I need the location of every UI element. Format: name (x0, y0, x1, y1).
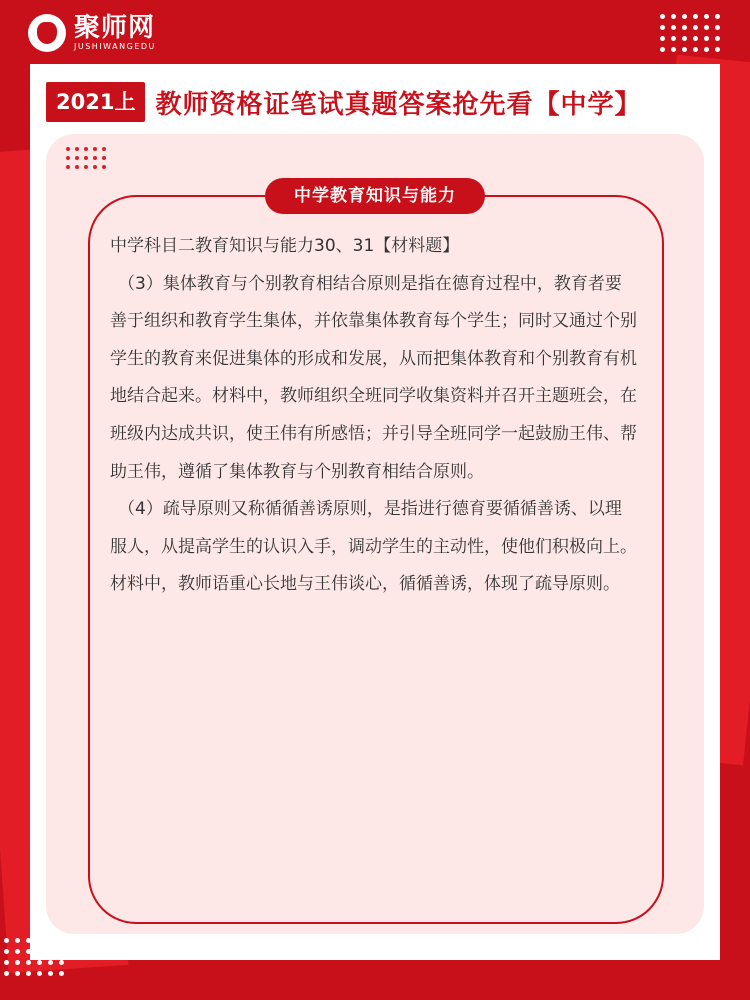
brand-logo (28, 14, 156, 52)
brand-name: 聚师网 (74, 13, 156, 43)
answer-paragraph-3: （3）集体教育与个别教育相结合原则是指在德育过程中，教育者要善于组织和教育学生集体，并依靠集体教育每个学生；同时又通过个别学生的教育来促进集体的形成和发展，从而把集体教育和个别教育有机地结合起来。材料中，教师组织全班同学收集资料并召开主题班会，在班级内达成共识，使王伟有所感悟；并引导全班同学一起鼓励王伟、帮助王伟，遵循了集体教育与个别教育相结合原则。 (110, 273, 637, 482)
brand-subtitle: JUSHIWANGEDU (74, 42, 156, 51)
header (46, 82, 641, 122)
dot-pattern-bottom-left (4, 938, 64, 976)
year-badge: 2021上 (46, 82, 145, 122)
answer-content (110, 228, 638, 604)
section-tag: 中学教育知识与能力 (265, 178, 485, 214)
lion-logo-icon (28, 14, 66, 52)
page-title: 教师资格证笔试真题答案抢先看【中学】 (155, 89, 642, 120)
dot-pattern-card (66, 147, 106, 169)
answer-paragraph-4: （4）疏导原则又称循循善诱原则，是指进行德育要循循善诱、以理服人，从提高学生的认识入手，调动学生的主动性，使他们积极向上。材料中，教师语重心长地与王伟谈心，循循善诱，体现了疏导原则。 (110, 499, 637, 595)
content-intro: 中学科目二教育知识与能力30、31【材料题】 (110, 236, 460, 256)
dot-pattern-top-right (660, 14, 720, 52)
